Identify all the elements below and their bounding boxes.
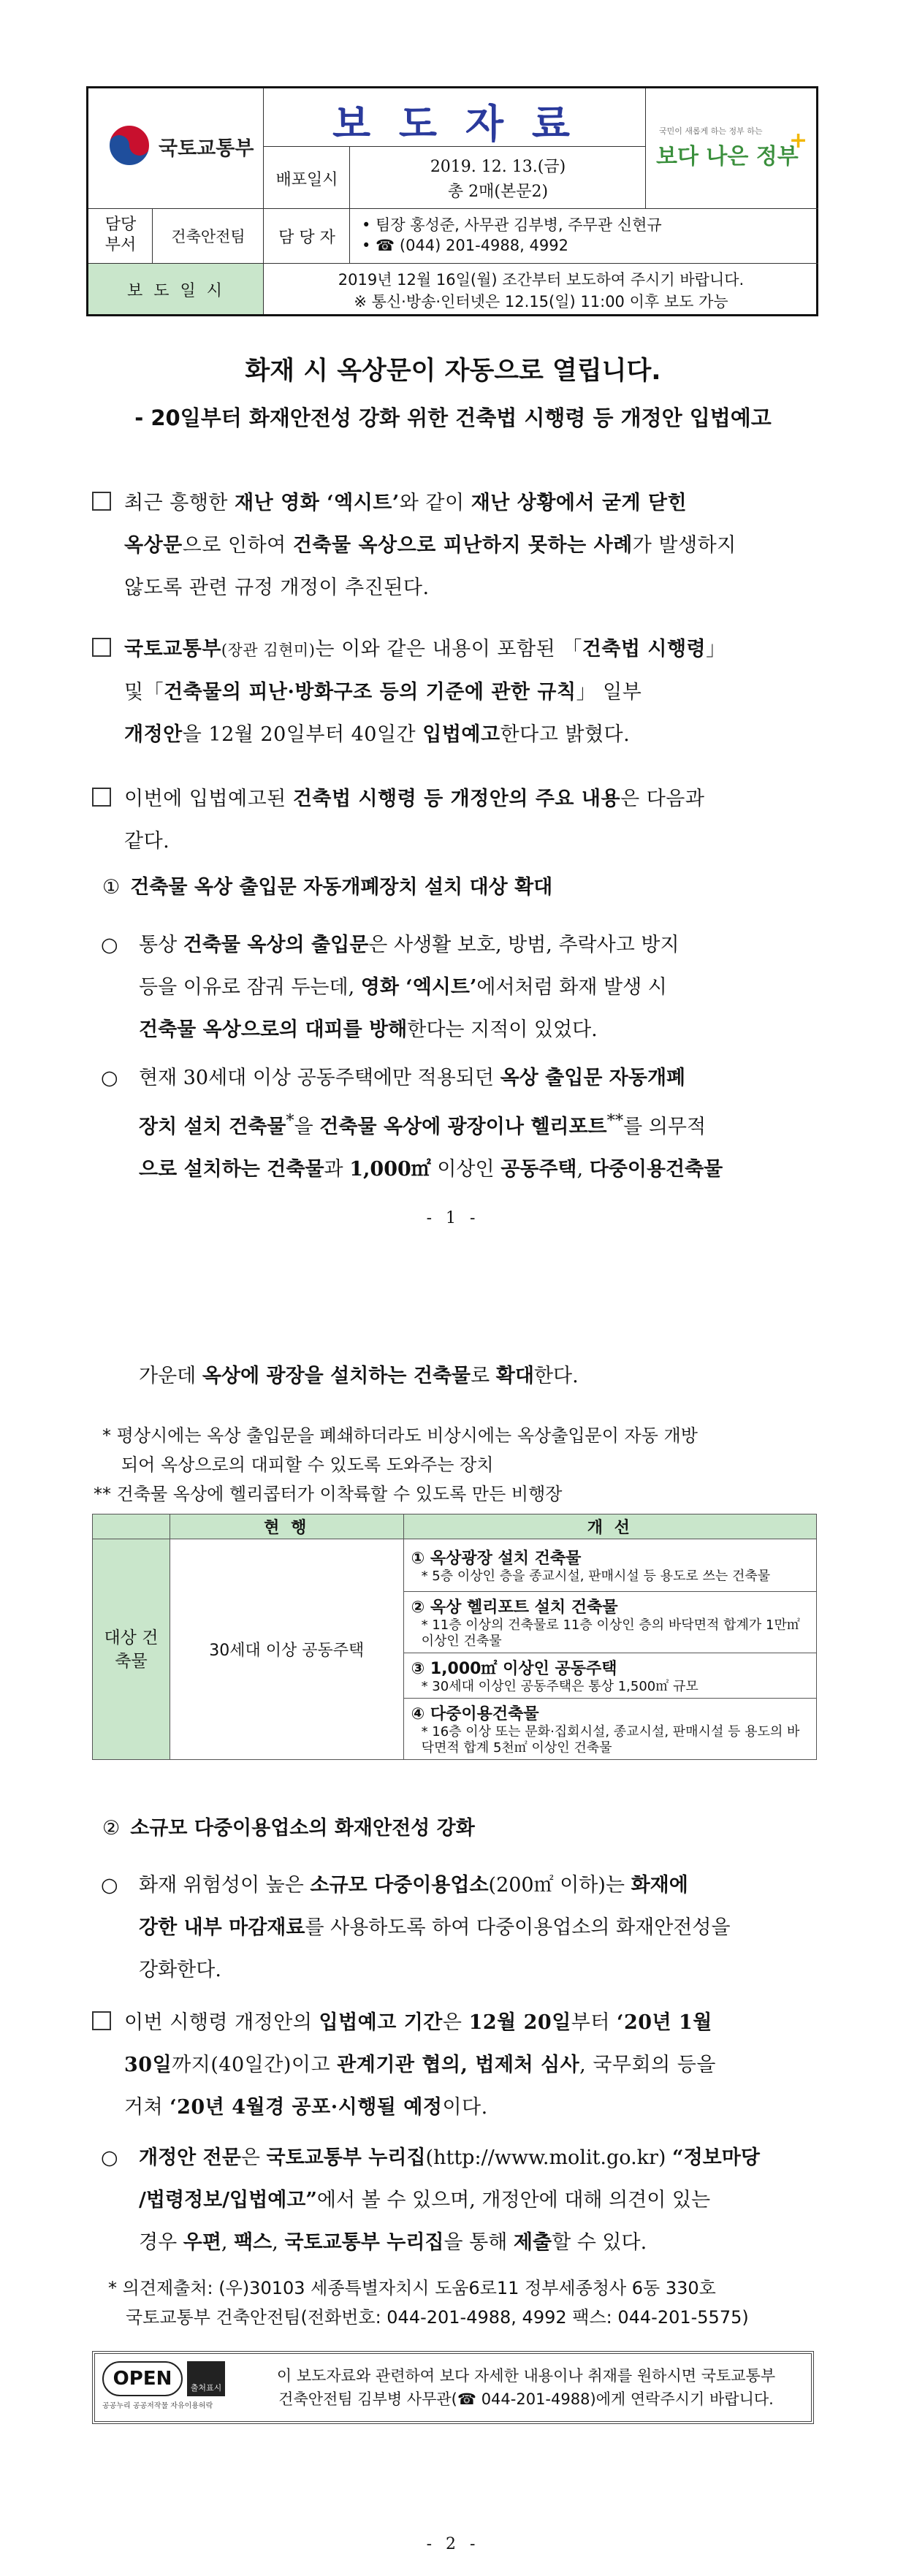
press-release-header (86, 86, 818, 316)
paragraph-5: 이번 시행령 개정안의 입법예고 기간은 12월 20일부터 ‘20년 1월 30일까지(40일간)이고 관계기관 협의, 법제처 심사, 국무회의 등을 거쳐 ‘20년 4월경 공포·시행될 예정이다. (92, 2002, 812, 2129)
improve-item-1: ① 옥상광장 설치 건축물 * 5층 이상인 층을 종교시설, 판매시설 등 용도로 쓰는 건축물 (403, 1539, 816, 1592)
embargo-line1: 2019년 12월 16일(월) 조간부터 보도하여 주시기 바랍니다. (338, 271, 745, 289)
paragraph-2: 국토교통부(장관 김현미)는 이와 같은 내용이 포함된 「건축법 시행령」 및「건축물의 피난·방화구조 등의 기준에 관한 규칙」 일부 개정안을 12월 20일부터 40일간 입법예고한다고 밝혔다. (92, 628, 812, 756)
paragraph-6: ○ 개정안 전문은 국토교통부 누리집(http://www.molit.go.kr) “정보마당 /법령정보/입법예고”에서 볼 수 있으며, 개정안에 대해 의견이 있는 경우 우편, 팩스, 국토교통부 누리집을 통해 제출할 수 있다. (139, 2137, 811, 2264)
contact-phone: • ☎ (044) 201-4988, 4992 (362, 237, 568, 254)
release-date-cell (350, 147, 646, 209)
col-current: 현 행 (170, 1514, 403, 1539)
contact-label-cell (264, 209, 350, 264)
contact-cell (350, 209, 818, 264)
checkbox-bullet-icon (92, 638, 111, 657)
release-label-cell (264, 147, 350, 209)
table-header-row (93, 1514, 817, 1539)
embargo-cell (264, 264, 818, 314)
col-improve: 개 선 (403, 1514, 816, 1539)
embargo-line2: ※ 통신·방송·인터넷은 12.15(일) 11:00 이후 보도 가능 (354, 293, 728, 310)
dept-cell (153, 209, 264, 264)
section-2-paragraph-1: ○ 화재 위험성이 높은 소규모 다중이용업소(200㎡ 이하)는 화재에 강한 내부 마감재료를 사용하도록 하여 다중이용업소의 화재안전성을 강화한다. (139, 1864, 811, 1992)
footer-text: 이 보도자료와 관련하여 보다 자세한 내용이나 취재를 원하시면 국토교통부 건축안전팀 김부병 사무관(☎ 044-201-4988)에게 연락주시기 바랍니다. (276, 2367, 776, 2408)
dept-name: 건축안전팀 (171, 228, 245, 245)
embargo-label-cell (88, 264, 264, 314)
checkbox-bullet-icon (92, 788, 111, 807)
slogan-small-text: 국민이 새롭게 하는 정부 하는 (659, 126, 763, 136)
section-1-heading: ① 건축물 옥상 출입문 자동개폐장치 설치 대상 확대 (102, 876, 553, 899)
contact-people: • 팀장 홍성준, 사무관 김부병, 주무관 신현규 (362, 216, 662, 234)
ministry-emblem-icon (107, 123, 151, 167)
footnote-star-1-cont: 되어 옥상으로의 대피할 수 있도록 도와주는 장치 (121, 1455, 494, 1475)
contact-label: 담 당 자 (278, 229, 335, 247)
section-1-paragraph-1: ○ 통상 건축물 옥상의 출입문은 사생활 보호, 방범, 추락사고 방지 등을 이유로 잠궈 두는데, 영화 ‘엑시트’에서처럼 화재 발생 시 건축물 옥상으로의 대피를 방해한다는 지적이 있었다. (139, 924, 811, 1051)
circle-bullet-icon: ○ (101, 2146, 118, 2169)
footer-contact-box (92, 2351, 814, 2424)
section-1-paragraph-2: ○ 현재 30세대 이상 공동주택에만 적용되던 옥상 출입문 자동개폐 장치 설치 건축물*을 건축물 옥상에 광장이나 헬리포트**를 의무적 으로 설치하는 건축물과 1,000㎡ 이상인 공동주택, 다중이용건축물 (139, 1057, 811, 1191)
improve-item-3: ③ 1,000㎡ 이상인 공동주택 * 30세대 이상인 공동주택은 통상 1,500㎡ 규모 (403, 1653, 816, 1699)
footnotes-1 (94, 1421, 698, 1509)
ministry-logo-cell (88, 88, 264, 209)
release-label: 배포일시 (275, 171, 338, 189)
current-value: 30세대 이상 공동주택 (170, 1539, 403, 1760)
ministry-name: 국토교통부 (159, 137, 254, 160)
paragraph-1: 최근 흥행한 재난 영화 ‘엑시트’와 같이 재난 상황에서 굳게 닫힌 옥상문으로 인하여 건축물 옥상으로 피난하지 못하는 사례가 발생하지 않도록 관련 규정 개정이 추진된다. (92, 482, 812, 609)
release-pages: 총 2매(본문2) (447, 183, 549, 201)
headline: 화재 시 옥상문이 자동으로 열립니다. (245, 357, 661, 386)
press-release-title: 보 도 자 료 (332, 100, 578, 147)
feedback-contact: 국토교통부 건축안전팀(전화번호: 044-201-4988, 4992 팩스: 044-201-5575) (126, 2307, 749, 2328)
paragraph-4: 가운데 옥상에 광장을 설치하는 건축물로 확대한다. (139, 1365, 579, 1387)
embargo-label: 보 도 일 시 (127, 282, 225, 300)
molit-url: (http://www.molit.go.kr) (425, 2146, 673, 2169)
feedback-address: * 의견제출처: (우)30103 세종특별자치시 도움6로11 정부세종청사 6동 330호 (108, 2278, 716, 2298)
plus-icon: + (789, 128, 808, 153)
dept-label: 담당 부서 (104, 216, 137, 254)
table-row (93, 1539, 817, 1592)
slogan-cell (646, 88, 818, 209)
circle-bullet-icon: ○ (101, 1067, 118, 1089)
attribution-type-icon: 출처표시 (187, 2361, 225, 2396)
subheadline: - 20일부터 화재안전성 강화 위한 건축법 시행령 등 개정안 입법예고 (134, 405, 772, 430)
footnote-2 (108, 2274, 749, 2332)
open-caption: 공공누리 공공저작물 자유이용허락 (102, 2402, 213, 2410)
slogan-text: 보다 나은 정부 (656, 144, 799, 169)
page-number-2: - 2 - (426, 2535, 480, 2553)
paragraph-3: 이번에 입법예고된 건축법 시행령 등 개정안의 주요 내용은 다음과 같다. (92, 778, 812, 863)
release-date: 2019. 12. 13.(금) (430, 158, 566, 176)
open-license-badge (102, 2361, 234, 2414)
open-logo: OPEN (102, 2361, 183, 2396)
checkbox-bullet-icon (92, 492, 111, 511)
improve-item-2: ② 옥상 헬리포트 설치 건축물 * 11층 이상의 건축물로 11층 이상인 층의 바닥면적 합계가 1만㎡ 이상인 건축물 (403, 1592, 816, 1653)
circle-bullet-icon: ○ (101, 934, 118, 956)
page-number-1: - 1 - (426, 1209, 480, 1227)
improve-item-4: ④ 다중이용건축물 * 16층 이상 또는 문화·집회시설, 종교시설, 판매시설 등 용도의 바닥면적 합계 5천㎡ 이상인 건축물 (403, 1699, 816, 1760)
row-label: 대상 건축물 (93, 1539, 170, 1760)
circle-bullet-icon: ○ (101, 1874, 118, 1897)
footnote-star-1: * 평상시에는 옥상 출입문을 폐쇄하더라도 비상시에는 옥상출입문이 자동 개방 (102, 1425, 698, 1446)
checkbox-bullet-icon (92, 2011, 111, 2030)
footnote-star-2: ** 건축물 옥상에 헬리콥터가 이착륙할 수 있도록 만든 비행장 (94, 1484, 563, 1504)
title-cell (264, 88, 646, 147)
comparison-table (92, 1514, 817, 1760)
dept-label-cell (88, 209, 153, 264)
section-2-heading: ② 소규모 다중이용업소의 화재안전성 강화 (102, 1817, 475, 1840)
